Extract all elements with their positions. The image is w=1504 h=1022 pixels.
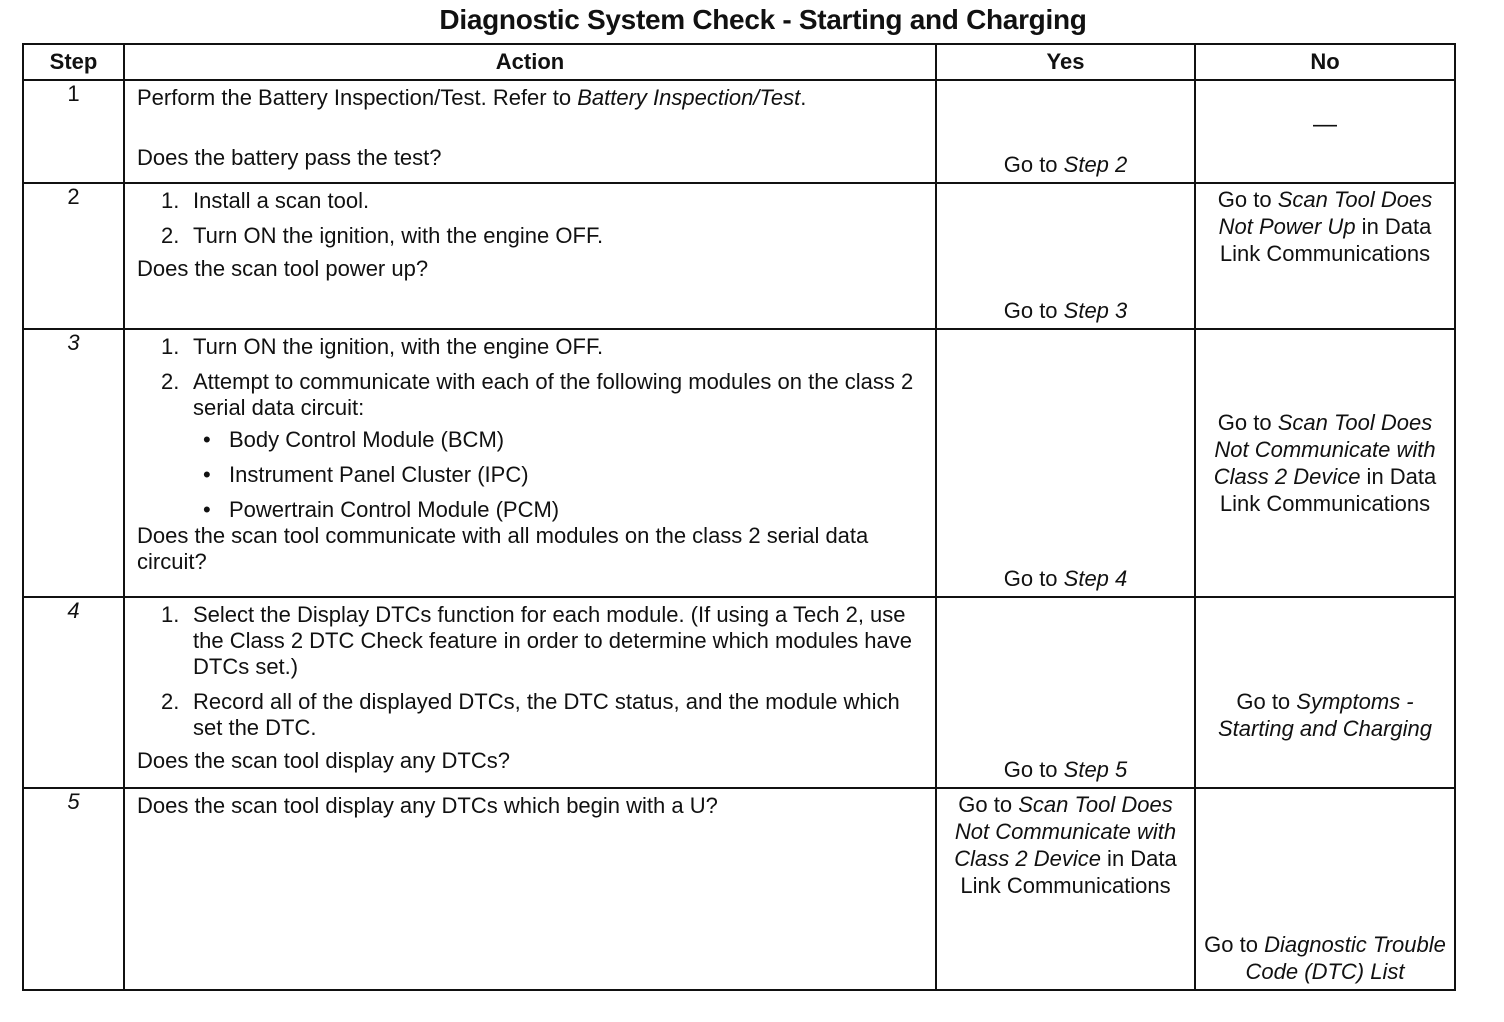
action-cell bbox=[124, 788, 936, 990]
table-row bbox=[23, 597, 1455, 788]
question-text: Does the scan tool display any DTCs? bbox=[137, 748, 510, 773]
header-step: Step bbox=[23, 44, 124, 80]
no-cell bbox=[1195, 80, 1455, 183]
action-step: 2. Attempt to communicate with each of the following modules on the class 2 serial data circuit: • Body Control Module (BCM) • Instrument Panel Cluster (IPC) • Powertrain Control Module (PCM) bbox=[161, 369, 927, 523]
table-row bbox=[23, 788, 1455, 990]
header-no: No bbox=[1195, 44, 1455, 80]
yes-text: Go to Scan Tool Does Not Communicate with Class 2 Device in Data Link Communications bbox=[954, 792, 1177, 898]
action-step: 1. Select the Display DTCs function for each module. (If using a Tech 2, use the Class 2 DTC Check feature in order to determine which modules have DTCs set.) bbox=[161, 602, 913, 679]
header-row bbox=[23, 44, 1455, 80]
yes-cell bbox=[936, 183, 1195, 329]
action-steps bbox=[137, 602, 927, 741]
module-list bbox=[193, 427, 927, 523]
action-step: 1. Turn ON the ignition, with the engine OFF. bbox=[161, 334, 604, 359]
step-number: 4 bbox=[23, 597, 124, 788]
question-text: Does the scan tool communicate with all modules on the class 2 serial data circuit? bbox=[137, 523, 869, 574]
no-cell bbox=[1195, 597, 1455, 788]
yes-cell bbox=[936, 329, 1195, 597]
header-yes: Yes bbox=[936, 44, 1195, 80]
step-number: 5 bbox=[23, 788, 124, 990]
table-row bbox=[23, 80, 1455, 183]
action-step: 2. Record all of the displayed DTCs, the DTC status, and the module which set the DTC. bbox=[161, 689, 900, 740]
action-cell bbox=[124, 80, 936, 183]
yes-text: Go to Step 3 bbox=[1003, 298, 1128, 323]
list-item: • Powertrain Control Module (PCM) bbox=[203, 497, 927, 523]
no-cell bbox=[1195, 329, 1455, 597]
action-step: 2. Turn ON the ignition, with the engine OFF. bbox=[161, 223, 604, 248]
no-text: Go to Symptoms - Starting and Charging bbox=[1217, 689, 1433, 742]
list-item: • Body Control Module (BCM) bbox=[203, 427, 927, 453]
no-text: Go to Diagnostic Trouble Code (DTC) List bbox=[1204, 932, 1446, 984]
question-text: Does the battery pass the test? bbox=[137, 145, 442, 170]
question-text: Does the scan tool power up? bbox=[137, 256, 429, 281]
no-text: Go to Scan Tool Does Not Communicate with Class 2 Device in Data Link Communications bbox=[1213, 410, 1437, 516]
no-text: — bbox=[1313, 111, 1337, 138]
action-step: 1. Install a scan tool. bbox=[161, 188, 370, 213]
action-cell bbox=[124, 183, 936, 329]
yes-text: Go to Step 2 bbox=[1003, 152, 1128, 177]
no-cell bbox=[1195, 788, 1455, 990]
step-number: 2 bbox=[23, 183, 124, 329]
yes-text: Go to Step 5 bbox=[1003, 757, 1128, 782]
action-cell bbox=[124, 329, 936, 597]
yes-cell bbox=[936, 788, 1195, 990]
action-text: Perform the Battery Inspection/Test. Refer to Battery Inspection/Test. bbox=[137, 85, 807, 110]
table-row bbox=[23, 183, 1455, 329]
step-number: 1 bbox=[23, 80, 124, 183]
list-item: • Instrument Panel Cluster (IPC) bbox=[203, 462, 927, 488]
no-text: Go to Scan Tool Does Not Power Up in Data Link Communications bbox=[1217, 187, 1433, 266]
table-row bbox=[23, 329, 1455, 597]
no-cell bbox=[1195, 183, 1455, 329]
yes-text: Go to Step 4 bbox=[1003, 566, 1128, 591]
action-cell bbox=[124, 597, 936, 788]
yes-cell bbox=[936, 80, 1195, 183]
diagnostic-table bbox=[22, 43, 1456, 991]
header-action: Action bbox=[124, 44, 936, 80]
page-title: Diagnostic System Check - Starting and Charging bbox=[439, 4, 1087, 35]
action-steps bbox=[137, 334, 927, 523]
question-text: Does the scan tool display any DTCs which begin with a U? bbox=[137, 793, 718, 818]
step-number: 3 bbox=[23, 329, 124, 597]
yes-cell bbox=[936, 597, 1195, 788]
action-steps bbox=[137, 188, 927, 249]
